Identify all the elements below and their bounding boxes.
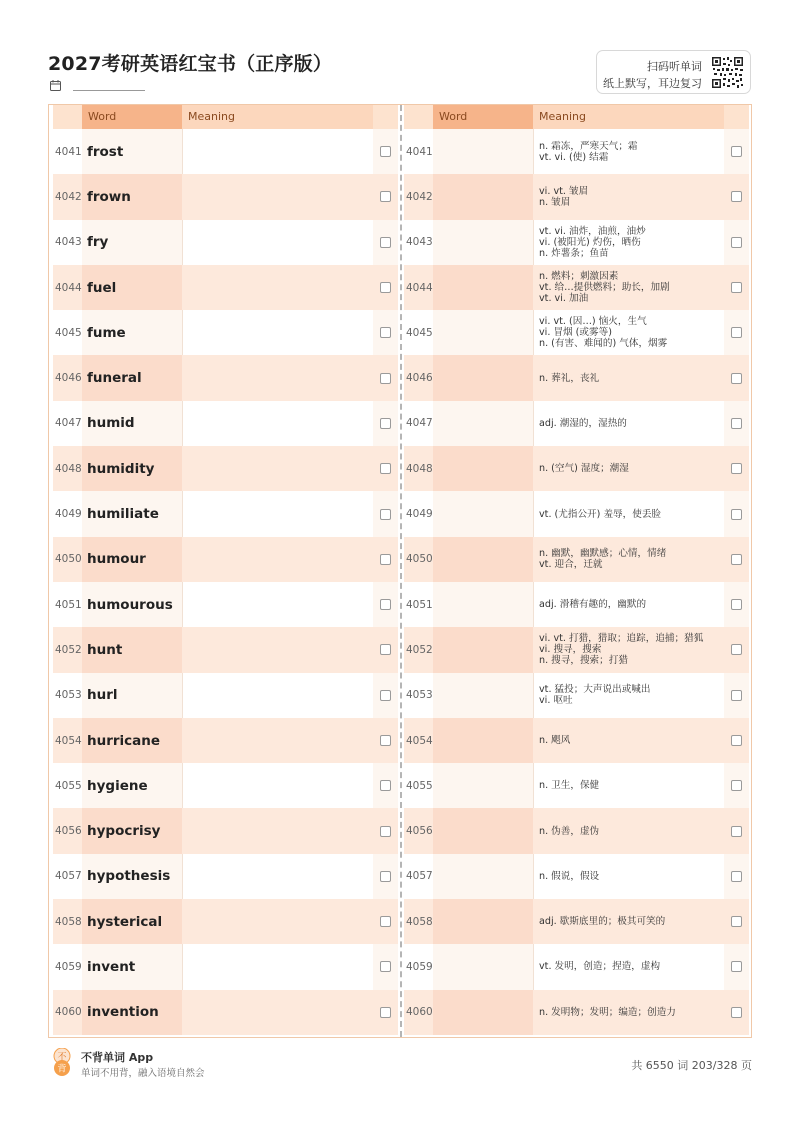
review-checkbox[interactable] [731,373,742,384]
meaning-line: adj. 潮湿的，湿热的 [539,417,627,429]
date-blank-line [73,90,145,91]
meaning-blank-cell[interactable] [182,808,373,853]
meaning-blank-cell[interactable] [182,854,373,899]
review-checkbox[interactable] [380,599,391,610]
word-blank-cell[interactable] [433,582,533,627]
review-checkbox[interactable] [380,826,391,837]
entry-word: hygiene [87,777,148,794]
entry-number: 4059 [406,960,433,973]
word-row [53,220,398,265]
entry-number: 4059 [55,960,82,973]
meaning-blank-cell[interactable] [182,899,373,944]
entry-number: 4053 [55,689,82,702]
meaning-blank-cell[interactable] [182,265,373,310]
meaning-blank-cell[interactable] [182,537,373,582]
entry-meaning [539,944,719,989]
entry-meaning [539,537,719,582]
meaning-blank-cell[interactable] [182,718,373,763]
meaning-line: n. 炸薯条；鱼苗 [539,247,609,259]
entry-number: 4042 [406,190,433,203]
review-checkbox[interactable] [731,599,742,610]
review-checkbox[interactable] [731,146,742,157]
meaning-line: vt. (尤指公开) 羞辱，使丢脸 [539,508,662,520]
meaning-row [404,763,749,808]
review-checkbox[interactable] [380,418,391,429]
entry-number: 4052 [406,643,433,656]
meaning-row [404,944,749,989]
entry-number: 4058 [406,915,433,928]
entry-word: frown [87,188,131,205]
word-row [53,582,398,627]
review-checkbox[interactable] [731,1007,742,1018]
entry-number: 4041 [55,145,82,158]
meaning-line: vt. 给…提供燃料；助长，加剧 [539,282,670,294]
entry-number: 4052 [55,643,82,656]
meaning-line: n. 霜冻，严寒天气；霜 [539,140,638,152]
entry-meaning [539,718,719,763]
meaning-blank-cell[interactable] [182,355,373,400]
word-sheet [48,104,752,1038]
meaning-blank-cell[interactable] [182,673,373,718]
review-checkbox[interactable] [380,509,391,520]
entry-number: 4049 [55,508,82,521]
entry-meaning [539,220,719,265]
entry-word: humiliate [87,506,159,523]
entry-word: fuel [87,279,117,296]
meaning-line: n. 葬礼，丧礼 [539,372,600,384]
word-blank-cell[interactable] [433,355,533,400]
header-word: Word [433,105,533,129]
review-checkbox[interactable] [731,463,742,474]
page-info: 共 6550 词 203/328 页 [631,1059,752,1072]
word-row [53,899,398,944]
entry-number: 4046 [55,372,82,385]
word-blank-cell[interactable] [433,673,533,718]
word-blank-cell[interactable] [433,854,533,899]
entry-number: 4057 [55,870,82,883]
word-row [53,310,398,355]
review-checkbox[interactable] [380,237,391,248]
meaning-row [404,491,749,536]
entry-number: 4044 [406,281,433,294]
app-name: 不背单词 App [81,1051,154,1064]
entry-word: frost [87,143,124,160]
entry-number: 4056 [406,825,433,838]
meaning-blank-cell[interactable] [182,582,373,627]
entry-number: 4056 [55,825,82,838]
entry-meaning [539,854,719,899]
meaning-line: vt. 迎合，迁就 [539,559,603,571]
entry-number: 4048 [406,462,433,475]
header-word: Word [82,105,182,129]
entry-meaning [539,808,719,853]
meaning-line: vi. (被阳光) 灼伤，晒伤 [539,236,641,248]
entry-number: 4051 [406,598,433,611]
meaning-line: vi. 搜寻，搜索 [539,644,602,656]
meaning-line: vi. vt. 打猎，猎取；追踪，追捕；猎狐 [539,633,704,645]
review-checkbox[interactable] [380,191,391,202]
review-checkbox[interactable] [731,916,742,927]
meaning-blank-cell[interactable] [182,944,373,989]
word-row [53,763,398,808]
entry-number: 4054 [55,734,82,747]
qr-caption-line1: 扫码听单词 [647,60,702,73]
entry-word: humourous [87,596,173,613]
review-checkbox[interactable] [731,282,742,293]
meaning-blank-cell[interactable] [182,491,373,536]
entry-meaning [539,763,719,808]
entry-meaning [539,401,719,446]
meaning-line: adj. 歇斯底里的；极其可笑的 [539,916,666,928]
app-slogan: 单词不用背，融入语境自然会 [81,1068,205,1079]
qr-code-icon[interactable] [711,56,744,89]
meaning-line: n. 假说，假设 [539,870,600,882]
word-row [53,265,398,310]
word-blank-cell[interactable] [433,808,533,853]
qr-panel [596,50,751,94]
entry-number: 4047 [55,417,82,430]
word-row [53,537,398,582]
meaning-blank-cell[interactable] [182,310,373,355]
header-meaning: Meaning [182,105,373,129]
header-num-cell [53,105,82,129]
word-blank-cell[interactable] [433,220,533,265]
entry-number: 4047 [406,417,433,430]
meaning-line: n. 飓风 [539,735,571,746]
entry-number: 4055 [406,779,433,792]
review-checkbox[interactable] [731,554,742,565]
word-blank-cell[interactable] [433,129,533,174]
logo-char-2: 背 [57,1064,67,1075]
review-checkbox[interactable] [731,327,742,338]
entry-meaning [539,446,719,491]
qr-caption [603,58,702,92]
entry-word: invent [87,958,136,975]
meaning-row [404,537,749,582]
entry-meaning [539,491,719,536]
entry-number: 4044 [55,281,82,294]
meaning-row [404,854,749,899]
review-checkbox[interactable] [731,191,742,202]
review-checkbox[interactable] [731,690,742,701]
entry-meaning [539,899,719,944]
entry-number: 4048 [55,462,82,475]
entry-word: invention [87,1004,159,1021]
review-checkbox[interactable] [731,735,742,746]
entry-number: 4043 [406,236,433,249]
word-blank-cell[interactable] [433,763,533,808]
meaning-line: vt. 猛投；大声说出或喊出 [539,684,651,696]
qr-caption-line2: 纸上默写，耳边复习 [603,77,702,90]
meaning-line: vt. vi. 加油 [539,293,589,305]
word-blank-cell[interactable] [433,174,533,219]
word-blank-cell[interactable] [433,310,533,355]
word-blank-cell[interactable] [433,491,533,536]
meaning-row [404,265,749,310]
meaning-blank-cell[interactable] [182,446,373,491]
meaning-row [404,808,749,853]
entry-word: hunt [87,641,123,658]
word-blank-cell[interactable] [433,537,533,582]
entry-word: humour [87,551,146,568]
word-blank-cell[interactable] [433,718,533,763]
entry-word: fume [87,324,126,341]
word-row [53,355,398,400]
review-checkbox[interactable] [731,237,742,248]
word-row [53,990,398,1035]
fold-divider [400,105,402,1037]
word-blank-cell[interactable] [433,265,533,310]
entry-number: 4042 [55,190,82,203]
review-checkbox[interactable] [380,644,391,655]
entry-word: funeral [87,370,142,387]
meaning-line: vt. 发明，创造；捏造，虚构 [539,961,661,973]
word-row [53,401,398,446]
review-checkbox[interactable] [731,961,742,972]
entry-meaning [539,673,719,718]
entry-number: 4054 [406,734,433,747]
meaning-row [404,129,749,174]
meaning-line: vi. vt. (因…) 恼火，生气 [539,316,647,328]
entry-number: 4043 [55,236,82,249]
word-row [53,627,398,672]
header-meaning: Meaning [533,105,724,129]
entry-word: hurricane [87,732,161,749]
meaning-blank-cell[interactable] [182,220,373,265]
meaning-blank-cell[interactable] [182,401,373,446]
entry-number: 4057 [406,870,433,883]
meaning-line: n. (空气) 湿度；潮湿 [539,463,629,475]
meaning-blank-cell[interactable] [182,990,373,1035]
meaning-line: n. 伪善，虚伪 [539,825,600,837]
meaning-row [404,673,749,718]
meaning-line: vt. vi. 油炸，油煎，油炒 [539,225,646,237]
calendar-icon [50,80,61,91]
review-checkbox[interactable] [731,509,742,520]
entry-number: 4050 [55,553,82,566]
review-checkbox[interactable] [380,373,391,384]
meaning-blank-cell[interactable] [182,129,373,174]
meaning-row [404,718,749,763]
word-row [53,129,398,174]
entry-word: hypothesis [87,868,171,885]
word-row [53,718,398,763]
entry-meaning [539,265,719,310]
review-checkbox[interactable] [380,1007,391,1018]
review-checkbox[interactable] [731,780,742,791]
review-checkbox[interactable] [380,780,391,791]
header-num-cell [404,105,433,129]
meaning-line: vi. vt. 皱眉 [539,185,589,197]
entry-meaning [539,990,719,1035]
review-checkbox[interactable] [731,418,742,429]
logo-char-1: 不 [57,1052,67,1063]
entry-word: fry [87,234,109,251]
header-check-cell [373,105,398,129]
entry-number: 4046 [406,372,433,385]
meaning-blank-cell[interactable] [182,763,373,808]
meaning-row [404,401,749,446]
entry-number: 4051 [55,598,82,611]
word-row [53,808,398,853]
review-checkbox[interactable] [380,327,391,338]
entry-number: 4045 [406,326,433,339]
meaning-blank-cell[interactable] [182,174,373,219]
meaning-line: n. (有害、难闻的) 气体，烟雾 [539,338,668,350]
review-checkbox[interactable] [731,826,742,837]
meaning-line: n. 皱眉 [539,196,571,208]
entry-number: 4055 [55,779,82,792]
review-checkbox[interactable] [731,644,742,655]
entry-word: hypocrisy [87,823,161,840]
meaning-list-right [404,129,749,1035]
review-checkbox[interactable] [380,871,391,882]
entry-word: humid [87,415,135,432]
word-blank-cell[interactable] [433,944,533,989]
entry-meaning [539,174,719,219]
meaning-line: n. 燃料；刺激因素 [539,271,619,283]
review-checkbox[interactable] [380,690,391,701]
meaning-row [404,355,749,400]
entry-number: 4041 [406,145,433,158]
entry-meaning [539,582,719,627]
entry-word: humidity [87,460,155,477]
meaning-line: vt. vi. (使) 结霜 [539,151,609,163]
word-blank-cell[interactable] [433,446,533,491]
review-checkbox[interactable] [380,916,391,927]
meaning-line: vi. 呕吐 [539,695,573,707]
meaning-blank-cell[interactable] [182,627,373,672]
meaning-row [404,582,749,627]
meaning-row [404,310,749,355]
word-row [53,854,398,899]
review-checkbox[interactable] [380,463,391,474]
meaning-line: n. 搜寻，搜索；打猎 [539,655,628,667]
word-blank-cell[interactable] [433,401,533,446]
word-row [53,944,398,989]
review-checkbox[interactable] [380,282,391,293]
meaning-row [404,899,749,944]
meaning-row [404,220,749,265]
word-row [53,673,398,718]
entry-meaning [539,355,719,400]
word-row [53,446,398,491]
meaning-row [404,990,749,1035]
entry-word: hysterical [87,913,163,930]
entry-number: 4049 [406,508,433,521]
word-row [53,491,398,536]
review-checkbox[interactable] [380,146,391,157]
word-row [53,174,398,219]
meaning-line: vi. 冒烟 (或雾等) [539,327,612,339]
review-checkbox[interactable] [731,871,742,882]
meaning-line: n. 幽默，幽默感；心情，情绪 [539,548,667,560]
entry-number: 4045 [55,326,82,339]
word-blank-cell[interactable] [433,627,533,672]
entry-meaning [539,310,719,355]
entry-word: hurl [87,687,118,704]
meaning-row [404,446,749,491]
review-checkbox[interactable] [380,961,391,972]
entry-number: 4050 [406,553,433,566]
meaning-line: n. 发明物；发明；编造；创造力 [539,1006,676,1018]
entry-number: 4060 [55,1006,82,1019]
word-blank-cell[interactable] [433,899,533,944]
entry-meaning [539,627,719,672]
meaning-line: adj. 滑稽有趣的，幽默的 [539,599,647,611]
entry-number: 4053 [406,689,433,702]
entry-meaning [539,129,719,174]
page-title: 2027考研英语红宝书（正序版） [48,53,333,75]
header-check-cell [724,105,749,129]
entry-number: 4058 [55,915,82,928]
entry-number: 4060 [406,1006,433,1019]
review-checkbox[interactable] [380,554,391,565]
meaning-row [404,174,749,219]
meaning-line: n. 卫生，保健 [539,780,600,792]
meaning-row [404,627,749,672]
review-checkbox[interactable] [380,735,391,746]
app-logo-icon [52,1048,72,1076]
word-list-left [53,129,398,1035]
date-field [50,80,145,91]
word-blank-cell[interactable] [433,990,533,1035]
